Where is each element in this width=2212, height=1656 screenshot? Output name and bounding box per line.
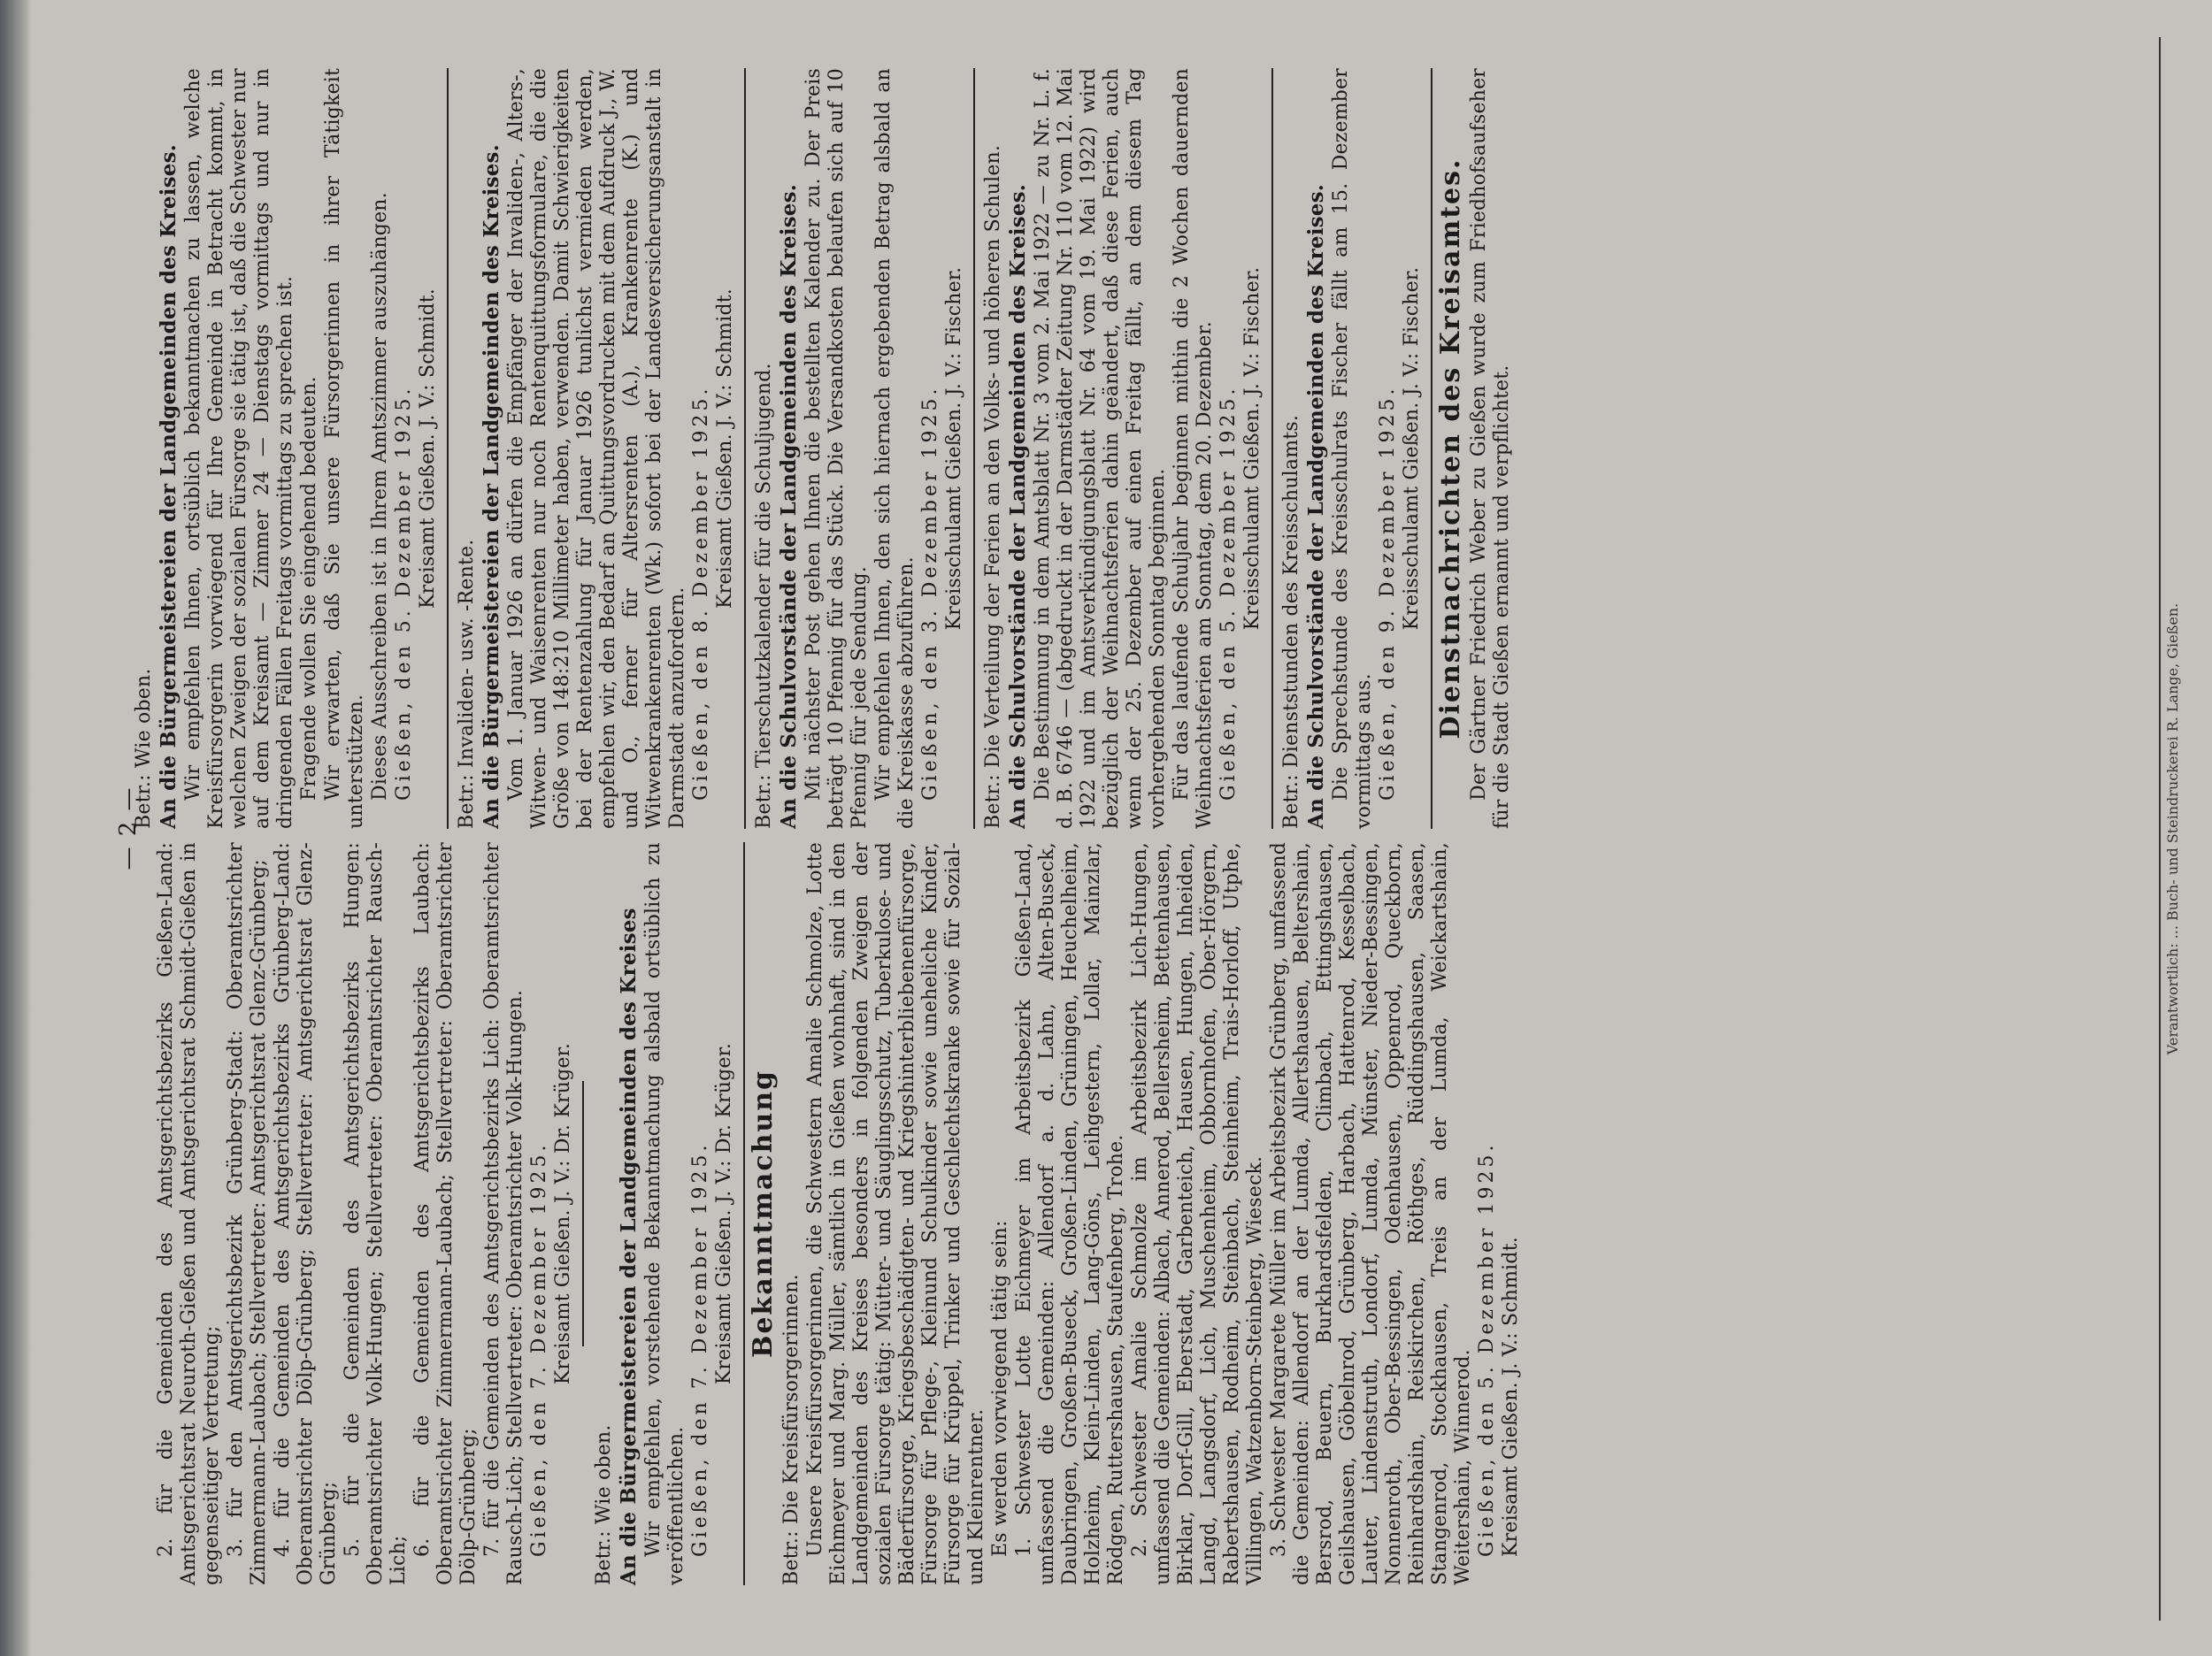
paragraph: Vom 1. Januar 1926 an dürfen die Empfänger der Invaliden-, Alters-, Witwen- und Waisenrenten nur noch Rentenquittungsformulare, die die Größe von 148:210 Millimeter haben, verwenden. Damit Schwierigkeiten bei der Rentenzahlung für Januar 1926 tunlichst vermieden werden, empfehlen wir, den Bedarf an Quittungsvordrucken mit dem Aufdruck J., W. und O., ferner für Altersrenten (A.), Krankenrente (K.) und Witwenkrankenrenten (Wk.) sofort bei der Landesversicherungsanstalt in Darmstadt anzufordern. bbox=[505, 68, 688, 829]
section-heading: An die Schulvorstände der Landgemeinden des Kreises. bbox=[777, 184, 801, 829]
left-column bbox=[155, 842, 1524, 1585]
list-item: 3. für den Amtsgerichtsbezirk Grünberg-Stadt: Oberamtsrichter Zimmermann-Laubach; Stellvertreter: Amtsgerichtsrat Glenz-Grünberg; bbox=[225, 842, 270, 1585]
date-line: Gießen, den 7. Dezember 1925. bbox=[689, 1141, 711, 1557]
paragraph: Es werden vorwiegend tätig sein: bbox=[989, 1220, 1011, 1557]
signature-line: Kreisamt Gießen. J. V.: Schmidt. bbox=[1500, 1237, 1522, 1557]
separator-rule bbox=[744, 68, 746, 829]
list-item: 6. für die Gemeinden des Amtsgerichtsbezirks Laubach: Oberamtsrichter Zimmermann-Laubach; Stellvertreter: Oberamtsrichter Dölp-Grünberg; bbox=[411, 842, 480, 1585]
paragraph: Die Bestimmung in dem Amtsblatt Nr. 3 vom 2. Mai 1922 — zu Nr. L. f. d. B. 6746 — (abgedruckt in der Darmstädter Zeitung Nr. 110 vom 12. Mai 1922 und im Amtsverkündigungsblatt Nr. 64 vom 19. Mai 1922) wird bezüglich der Weihnachtsferien dahin geändert, daß diese Ferien, auch wenn der 25. Dezember auf einen Freitag fällt, an dem diesem Tag vorhergehenden Sonntag beginnen. bbox=[1032, 68, 1169, 829]
date-line: Gießen, den 5. Dezember 1925. bbox=[393, 385, 415, 801]
paragraph: Die Sprechstunde des Kreisschulrats Fischer fällt am 15. Dezember vormittags aus. bbox=[1330, 68, 1375, 829]
date-line: Gießen, den 5. Dezember 1925. bbox=[1217, 385, 1240, 801]
paragraph: Wir erwarten, daß Sie unsere Fürsorgerinnen in ihrer Tätigkeit unterstützen. bbox=[322, 68, 367, 829]
subject-line: Betr.: Invaliden- usw. -Rente. bbox=[456, 539, 478, 829]
separator-rule bbox=[743, 842, 745, 1585]
separator-rule bbox=[973, 68, 975, 829]
signature-line: Kreisschulamt Gießen. J. V.: Fischer. bbox=[1401, 266, 1423, 631]
printer-imprint: Verantwortlich: ... Buch- und Steindruckerei R. Lange, Gießen. bbox=[2159, 37, 2181, 1621]
signature-line: Kreisamt Gießen. J. V.: Schmidt. bbox=[714, 288, 736, 609]
paragraph: Der Gärtner Friedrich Weber zu Gießen wurde zum Friedhofsaufseher für die Stadt Gießen ernannt und verpflichtet. bbox=[1468, 68, 1513, 829]
paragraph: Für das laufende Schuljahr beginnen mithin die 2 Wochen dauernden Weihnachtsferien am Sonntag, dem 20. Dezember. bbox=[1171, 68, 1216, 829]
list-item: 3. Schwester Margarete Müller im Arbeitsbezirk Grünberg, umfassend die Gemeinden: Allendorf an der Lumda, Allertshausen, Beltershain, Bersrod, Beuern, Burkhardsfelden, Climbach, Ettingshausen, Geilshausen, Göbelnrod, Grünberg, Harbach, Hattenrod, Kesselbach, Lauter, Lindenstruth, Londorf, Lumda, Münster, Nieder-Bessingen, Nonnenroth, Ober-Bessingen, Odenhausen, Oppenrod, Queckborn, Reinhardshain, Reiskirchen, Röthges, Rüddingshausen, Saasen, Stangenrod, Stockhausen, Treis an der Lumda, Weickartshain, Weitershain, Winnerod. bbox=[1268, 842, 1474, 1585]
section-heading: An die Schulvorstände der Landgemeinden des Kreises. bbox=[1006, 184, 1030, 829]
signature-line: Kreisamt Gießen. J. V.: Schmidt. bbox=[417, 288, 439, 609]
subject-line: Betr.: Tierschutzkalender für die Schuljugend. bbox=[753, 363, 775, 829]
subject-line: Betr.: Wie oben. bbox=[593, 1424, 615, 1585]
page-number: — 2 — bbox=[115, 786, 142, 870]
list-item: 5. für die Gemeinden des Amtsgerichtsbezirks Hungen: Oberamtsrichter Volk-Hungen; Stellvertreter: Oberamtsrichter Rausch-Lich; bbox=[342, 842, 410, 1585]
list-item: 7. für die Gemeinden des Amtsgerichtsbezirks Lich: Oberamtsrichter Rausch-Lich; Stellvertreter: Oberamtsrichter Volk-Hungen. bbox=[481, 842, 526, 1585]
paragraph: Dieses Ausschreiben ist in Ihrem Amtszimmer auszuhängen. bbox=[369, 192, 391, 801]
signature-line: Kreisschulamt Gießen. J. V.: Fischer. bbox=[943, 266, 965, 631]
paragraph: Wir empfehlen, vorstehende Bekanntmachung alsbald ortsüblich zu veröffentlichen. bbox=[642, 842, 687, 1585]
paragraph: Wir empfehlen Ihnen, ortsüblich bekanntmachen zu lassen, welche Kreisfürsorgerin vorwiegend für Ihre Gemeinde in Betracht kommt, in welchen Zweigen der sozialen Fürsorge sie tätig ist, daß die Schwester nur auf dem Kreisamt — Zimmer 24 — Dienstags vormittags und nur in dringenden Fällen Freitags vormittags zu sprechen ist. bbox=[182, 68, 296, 829]
separator-rule bbox=[1271, 68, 1273, 829]
signature-line: Kreisamt Gießen. J. V.: Dr. Krüger. bbox=[552, 1042, 574, 1385]
list-item: 4. für die Gemeinden des Amtsgerichtsbezirks Grünberg-Land: Oberamtsrichter Dölp-Grünberg; Stellvertreter: Amtsgerichtsrat Glenz-Grünberg; bbox=[272, 842, 340, 1585]
section-title: Dienstnachrichten des Kreisamtes. bbox=[1435, 157, 1466, 740]
section-title: Bekanntmachung bbox=[748, 1070, 779, 1359]
paragraph: Wir empfehlen Ihnen, den sich hiernach ergebenden Betrag alsbald an die Kreiskasse abzuführen. bbox=[872, 68, 918, 829]
list-item: 1. Schwester Lotte Eichmeyer im Arbeitsbezirk Gießen-Land, umfassend die Gemeinden: Allendorf a. d. Lahn, Alten-Buseck, Daubringen, Großen-Buseck, Großen-Linden, Grüningen, Heuchelheim, Holzheim, Klein-Linden, Lang-Göns, Leihgestern, Lollar, Mainzlar, Rödgen, Ruttershausen, Staufenberg, Trohe. bbox=[1013, 842, 1127, 1585]
right-column bbox=[133, 68, 1515, 829]
section-heading: An die Schulvorstände der Landgemeinden des Kreises. bbox=[1304, 184, 1328, 829]
paragraph: Unsere Kreisfürsorgerinnen, die Schwestern Amalie Schmolze, Lotte Eichmeyer und Marg. Müller, sämtlich in Gießen wohnhaft, sind in den Landgemeinden des Kreises besonders in folgenden Zweigen der sozialen Fürsorge tätig: Mütter- und Säuglingsschutz, Tuberkulose- und Bäderfürsorge, Kriegsbeschädigten- und Kriegshinterbliebenenfürsorge, Fürsorge für Pflege-, Kleinund Schulkinder sowie uneheliche Kinder, Fürsorge für Krüppel, Trinker und Geschlechtskranke sowie für Sozial- und Kleinrentner. bbox=[804, 842, 987, 1585]
paragraph: Mit nächster Post gehen Ihnen die bestellten Kalender zu. Der Preis beträgt 10 Pfennig für das Stück. Die Versandkosten belaufen sich auf 10 Pfennig für jede Sendung. bbox=[803, 68, 871, 829]
date-line: Gießen, den 5. Dezember 1925. bbox=[1476, 1141, 1498, 1557]
separator-rule bbox=[447, 68, 449, 829]
date-line: Gießen, den 3. Dezember 1925. bbox=[919, 385, 941, 801]
signature-line: Kreisamt Gießen. J. V.: Dr. Krüger. bbox=[713, 1042, 735, 1385]
date-line: Gießen, den 7. Dezember 1925. bbox=[528, 1141, 550, 1557]
date-line: Gießen, den 8. Dezember 1925. bbox=[690, 385, 712, 801]
subject-line: Betr.: Wie oben. bbox=[133, 668, 155, 829]
subject-line: Betr.: Die Kreisfürsorgerinnen. bbox=[780, 1274, 803, 1585]
paragraph: Fragende wollen Sie eingehend bedeuten. bbox=[298, 376, 320, 801]
list-item: 2. Schwester Amalie Schmolze im Arbeitsbezirk Lich-Hungen, umfassend die Gemeinden: Albach, Annerod, Bellersheim, Bettenhausen, Birklar, Dorf-Gill, Eberstadt, Garbenteich, Hausen, Hungen, Inheiden, Langd, Langsdorf, Lich, Muschenheim, Obbornhofen, Ober-Hörgern, Rabertshausen, Rodheim, Steinbach, Steinheim, Trais-Horloff, Utphe, Villingen, Watzenborn-Steinberg, Wieseck. bbox=[1129, 842, 1266, 1585]
subject-line: Betr.: Die Verteilung der Ferien an den Volks- und höheren Schulen. bbox=[982, 144, 1004, 829]
separator-rule bbox=[582, 1081, 584, 1346]
signature-line: Kreisschulamt Gießen. J. V.: Fischer. bbox=[1241, 266, 1263, 631]
separator-rule bbox=[1431, 68, 1432, 829]
list-item: 2. für die Gemeinden des Amtsgerichtsbezirks Gießen-Land: Amtsgerichtsrat Neuroth-Gießen und Amtsgerichtsrat Schmidt-Gießen in gegenseitiger Vertretung; bbox=[155, 842, 223, 1585]
section-heading: An die Bürgermeistereien der Landgemeinden des Kreises. bbox=[157, 144, 180, 829]
section-heading: An die Bürgermeistereien der Landgemeinden des Kreises. bbox=[480, 144, 503, 829]
section-heading: An die Bürgermeistereien der Landgemeinden des Kreises bbox=[617, 908, 641, 1585]
subject-line: Betr.: Dienststunden des Kreisschulamts. bbox=[1280, 414, 1302, 829]
date-line: Gießen, den 9. Dezember 1925. bbox=[1377, 385, 1399, 801]
